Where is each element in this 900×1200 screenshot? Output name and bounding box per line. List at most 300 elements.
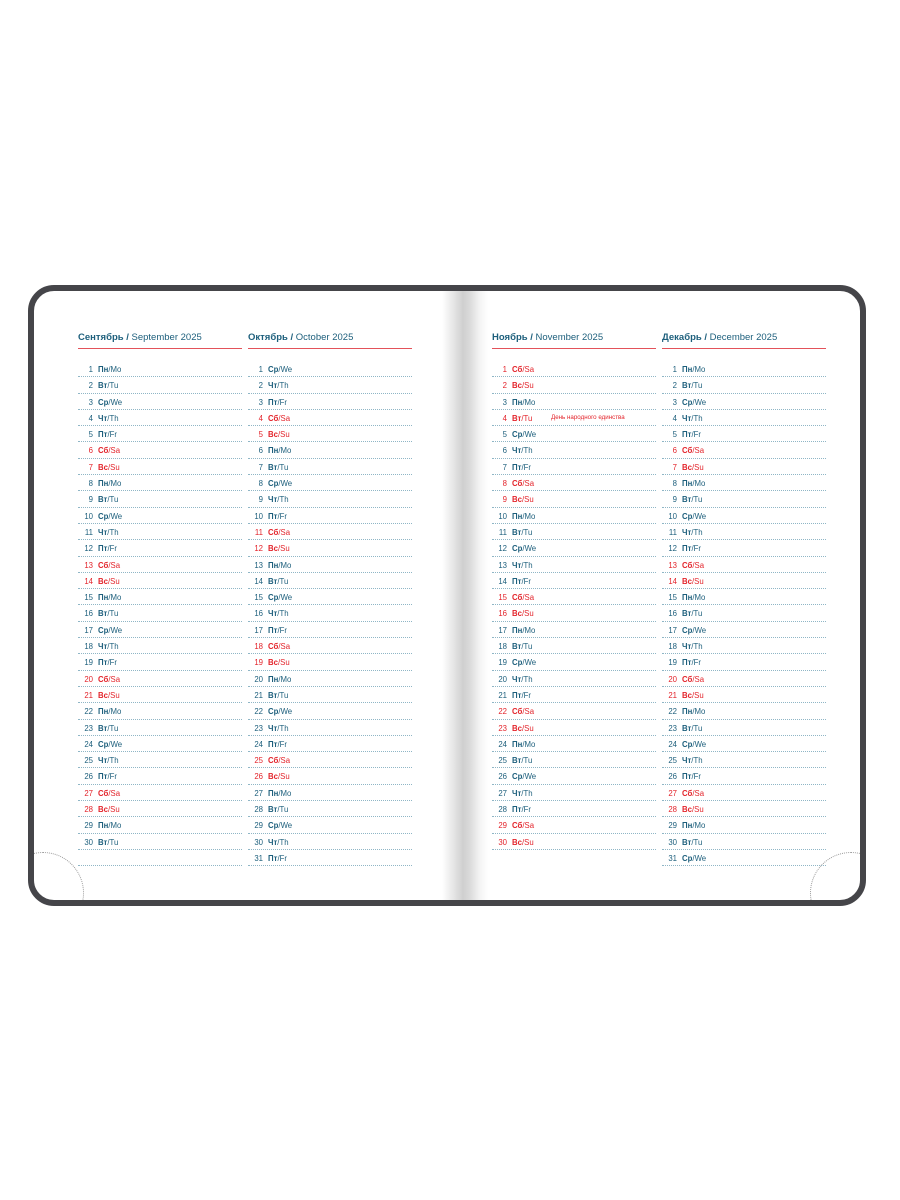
day-row	[248, 768, 412, 784]
day-row	[492, 426, 656, 442]
day-list	[248, 361, 412, 866]
weekday-separator: /	[691, 430, 694, 440]
day-number: 11	[84, 527, 93, 537]
day-row	[78, 654, 242, 670]
day-number: 14	[84, 576, 93, 586]
day-row	[492, 442, 656, 458]
weekday-en: Tu	[693, 495, 703, 505]
weekday-separator: /	[691, 609, 694, 619]
weekday-ru: Пн	[268, 788, 279, 798]
weekday-en: Su	[110, 462, 120, 472]
day-row	[78, 752, 242, 768]
weekday-en: Tu	[109, 609, 119, 619]
weekday-separator: /	[691, 805, 695, 815]
weekday-en: Tu	[109, 837, 119, 847]
weekday	[268, 821, 292, 830]
weekday-ru: Сб	[682, 674, 693, 684]
weekday-ru: Ср	[682, 739, 693, 749]
weekday	[512, 821, 534, 830]
weekday-separator: /	[521, 609, 525, 619]
day-number: 28	[84, 805, 93, 815]
weekday-separator: /	[522, 479, 525, 489]
day-row	[248, 524, 412, 540]
day-row	[492, 801, 656, 817]
weekday-ru: Сб	[98, 560, 109, 570]
weekday-separator: /	[521, 413, 524, 423]
weekday-separator: /	[107, 413, 110, 423]
weekday	[512, 381, 534, 390]
day-number: 2	[672, 381, 677, 391]
day-number: 20	[498, 674, 507, 684]
day-number: 4	[88, 413, 93, 423]
weekday-en: Th	[279, 381, 289, 391]
weekday	[98, 658, 117, 667]
day-row	[248, 785, 412, 801]
day-row	[492, 573, 656, 589]
weekday	[682, 495, 702, 504]
day-row	[78, 834, 242, 850]
day-number: 4	[672, 413, 677, 423]
day-row	[492, 475, 656, 491]
weekday	[268, 446, 291, 455]
weekday-en: Tu	[109, 723, 119, 733]
weekday	[512, 593, 534, 602]
weekday-en: Su	[694, 805, 704, 815]
day-row	[662, 752, 826, 768]
weekday-separator: /	[107, 658, 110, 668]
weekday-en: We	[280, 707, 293, 717]
weekday-en: Tu	[279, 690, 289, 700]
weekday-en: Su	[110, 576, 120, 586]
day-row	[662, 801, 826, 817]
weekday-separator: /	[107, 544, 110, 554]
weekday-ru: Вс	[98, 576, 108, 586]
weekday-en: Tu	[279, 576, 289, 586]
weekday	[268, 838, 289, 847]
day-number: 29	[84, 821, 93, 831]
day-row	[662, 687, 826, 703]
day-row	[248, 540, 412, 556]
day-number: 21	[498, 690, 507, 700]
day-row	[78, 817, 242, 833]
weekday-ru: Пт	[682, 772, 692, 782]
day-number: 28	[254, 805, 263, 815]
weekday	[98, 446, 120, 455]
day-number: 3	[502, 397, 507, 407]
weekday	[268, 577, 288, 586]
day-list	[492, 361, 656, 850]
weekday-ru: Пт	[268, 511, 278, 521]
weekday-separator: /	[692, 397, 695, 407]
weekday-ru: Пн	[268, 560, 279, 570]
weekday-separator: /	[277, 462, 280, 472]
weekday-ru: Вс	[512, 381, 522, 391]
weekday-separator: /	[692, 593, 695, 603]
day-row	[492, 834, 656, 850]
weekday	[682, 561, 704, 570]
weekday	[268, 626, 287, 635]
day-number: 25	[84, 756, 93, 766]
weekday	[682, 789, 704, 798]
weekday-separator: /	[522, 658, 525, 668]
day-number: 9	[502, 495, 507, 505]
weekday-ru: Чт	[98, 756, 108, 766]
weekday-separator: /	[692, 821, 695, 831]
weekday-en: We	[524, 544, 537, 554]
weekday-ru: Пт	[682, 544, 692, 554]
day-number: 6	[258, 446, 263, 456]
weekday	[268, 561, 291, 570]
weekday	[268, 789, 291, 798]
weekday-ru: Пн	[682, 821, 693, 831]
weekday-en: Th	[279, 837, 289, 847]
day-row	[492, 752, 656, 768]
weekday	[512, 463, 531, 472]
weekday	[98, 724, 118, 733]
weekday-en: Su	[110, 690, 120, 700]
weekday-ru: Чт	[682, 642, 692, 652]
weekday-en: Th	[693, 756, 703, 766]
weekday-en: Sa	[524, 365, 535, 374]
weekday	[512, 675, 533, 684]
weekday-en: Mo	[694, 365, 706, 374]
weekday-ru: Пн	[512, 397, 523, 407]
weekday-en: Mo	[110, 593, 122, 603]
weekday-en: Sa	[694, 446, 705, 456]
day-number: 8	[672, 479, 677, 489]
weekday-ru: Сб	[268, 756, 279, 766]
day-row	[492, 638, 656, 654]
weekday-separator: /	[521, 381, 525, 391]
weekday-ru: Пт	[682, 430, 692, 440]
weekday-separator: /	[521, 446, 524, 456]
weekday-ru: Пт	[268, 625, 278, 635]
month-title-ru: Ноябрь	[492, 332, 528, 343]
weekday	[682, 626, 706, 635]
weekday	[512, 642, 532, 651]
day-row	[248, 426, 412, 442]
weekday-en: Sa	[524, 821, 535, 831]
weekday-ru: Сб	[98, 788, 109, 798]
weekday-separator: /	[521, 462, 524, 472]
weekday-en: Th	[109, 756, 119, 766]
weekday-ru: Пн	[98, 821, 109, 831]
weekday-en: We	[524, 430, 537, 440]
weekday-ru: Сб	[268, 642, 279, 652]
weekday-separator: /	[278, 446, 281, 456]
weekday-en: We	[694, 739, 707, 749]
weekday	[98, 789, 120, 798]
weekday	[682, 821, 705, 830]
weekday	[268, 642, 290, 651]
weekday-ru: Чт	[268, 609, 278, 619]
month-title-en: September 2025	[131, 332, 202, 343]
weekday	[512, 756, 532, 765]
weekday-en: Tu	[109, 381, 119, 391]
day-row	[662, 654, 826, 670]
weekday	[682, 381, 702, 390]
day-row	[662, 540, 826, 556]
day-row	[248, 622, 412, 638]
day-number: 15	[498, 593, 507, 603]
weekday-en: Th	[693, 527, 703, 537]
day-number: 9	[88, 495, 93, 505]
weekday-en: Mo	[524, 625, 536, 635]
weekday-ru: Чт	[98, 527, 108, 537]
weekday-separator: /	[107, 430, 110, 440]
day-row	[492, 361, 656, 377]
weekday-en: Mo	[110, 365, 122, 374]
day-row	[662, 491, 826, 507]
weekday-ru: Вт	[512, 756, 522, 766]
weekday-en: Sa	[110, 788, 121, 798]
weekday-en: Th	[693, 413, 703, 423]
weekday	[98, 675, 120, 684]
day-row	[492, 703, 656, 719]
day-row	[662, 459, 826, 475]
weekday-en: Th	[523, 560, 533, 570]
weekday-en: Tu	[523, 413, 533, 423]
weekday-en: Sa	[110, 446, 121, 456]
day-row	[248, 394, 412, 410]
weekday-separator: /	[108, 511, 111, 521]
weekday-separator: /	[691, 772, 694, 782]
weekday	[512, 414, 532, 423]
weekday-ru: Чт	[682, 413, 692, 423]
weekday	[682, 756, 703, 765]
weekday	[98, 756, 119, 765]
weekday-en: Th	[693, 642, 703, 652]
month-title: Ноябрь / November 2025	[492, 332, 656, 349]
weekday-en: Su	[280, 430, 290, 440]
weekday-en: Mo	[524, 511, 536, 521]
weekday-ru: Ср	[512, 772, 523, 782]
day-number: 10	[668, 511, 677, 521]
day-row	[662, 475, 826, 491]
weekday-ru: Вс	[98, 805, 108, 815]
weekday-ru: Ср	[268, 707, 279, 717]
weekday	[512, 577, 531, 586]
weekday-en: We	[280, 593, 293, 603]
day-number: 21	[254, 690, 263, 700]
weekday-separator: /	[277, 805, 280, 815]
day-row	[78, 426, 242, 442]
weekday-en: Fr	[279, 511, 287, 521]
day-row	[492, 654, 656, 670]
weekday	[682, 414, 703, 423]
day-row	[78, 785, 242, 801]
weekday	[268, 805, 288, 814]
day-row	[248, 491, 412, 507]
weekday	[682, 544, 701, 553]
weekday-ru: Ср	[512, 658, 523, 668]
weekday-separator: /	[521, 788, 524, 798]
weekday-en: Mo	[280, 788, 292, 798]
weekday-en: Fr	[523, 576, 531, 586]
weekday-separator: /	[691, 462, 695, 472]
day-number: 1	[258, 365, 263, 374]
weekday-en: Tu	[693, 723, 703, 733]
day-number: 22	[254, 707, 263, 717]
weekday-en: Th	[523, 674, 533, 684]
weekday-separator: /	[521, 723, 525, 733]
weekday-ru: Чт	[268, 381, 278, 391]
day-row	[78, 573, 242, 589]
weekday-ru: Ср	[682, 397, 693, 407]
weekday-separator: /	[691, 544, 694, 554]
day-number: 25	[254, 756, 263, 766]
day-row	[662, 736, 826, 752]
weekday-ru: Сб	[98, 446, 109, 456]
weekday-en: Tu	[109, 495, 119, 505]
weekday-separator: /	[522, 397, 525, 407]
day-row	[248, 752, 412, 768]
weekday	[512, 740, 535, 749]
day-number: 12	[498, 544, 507, 554]
day-row	[492, 394, 656, 410]
day-row	[78, 442, 242, 458]
weekday-en: Sa	[280, 756, 291, 766]
weekday	[682, 740, 706, 749]
day-number: 17	[498, 625, 507, 635]
day-row	[248, 589, 412, 605]
day-number: 28	[668, 805, 677, 815]
weekday-separator: /	[278, 821, 281, 831]
day-number: 26	[254, 772, 263, 782]
weekday	[512, 838, 534, 847]
day-row	[662, 768, 826, 784]
day-row	[662, 410, 826, 426]
weekday	[268, 381, 289, 390]
weekday-ru: Ср	[512, 544, 523, 554]
weekday-en: Sa	[694, 560, 705, 570]
weekday-separator: /	[277, 690, 280, 700]
weekday-ru: Вт	[98, 495, 108, 505]
weekday-ru: Вс	[268, 772, 278, 782]
day-row	[78, 540, 242, 556]
weekday-en: Su	[280, 772, 290, 782]
day-row	[248, 557, 412, 573]
weekday-en: We	[110, 739, 123, 749]
day-row	[492, 622, 656, 638]
day-row	[662, 589, 826, 605]
day-number: 13	[254, 560, 263, 570]
weekday-separator: /	[691, 495, 694, 505]
day-row	[662, 703, 826, 719]
weekday	[268, 528, 290, 537]
weekday-separator: /	[521, 642, 524, 652]
weekday-ru: Вс	[512, 837, 522, 847]
weekday-en: Th	[109, 527, 119, 537]
month-title: Декабрь / December 2025	[662, 332, 826, 349]
weekday-ru: Чт	[268, 495, 278, 505]
weekday-ru: Вс	[682, 805, 692, 815]
weekday-en: Su	[694, 462, 704, 472]
day-number: 6	[502, 446, 507, 456]
weekday-ru: Пн	[682, 479, 693, 489]
weekday-separator: /	[107, 609, 110, 619]
weekday-en: We	[110, 511, 123, 521]
weekday-ru: Вс	[268, 544, 278, 554]
weekday-ru: Ср	[98, 397, 109, 407]
weekday	[512, 528, 532, 537]
day-number: 18	[84, 642, 93, 652]
weekday	[682, 772, 701, 781]
weekday-ru: Пн	[512, 625, 523, 635]
day-row	[78, 850, 242, 866]
weekday-en: Tu	[279, 805, 289, 815]
weekday-en: Mo	[280, 446, 292, 456]
day-row	[78, 605, 242, 621]
weekday-ru: Вт	[682, 837, 692, 847]
weekday-ru: Пт	[98, 544, 108, 554]
weekday-en: Su	[280, 544, 290, 554]
day-number: 26	[84, 772, 93, 782]
day-row	[492, 524, 656, 540]
weekday-ru: Сб	[268, 527, 279, 537]
day-number: 16	[84, 609, 93, 619]
day-number: 17	[668, 625, 677, 635]
day-number: 26	[668, 772, 677, 782]
weekday	[682, 854, 706, 863]
weekday-ru: Ср	[98, 625, 109, 635]
day-list	[78, 361, 242, 866]
day-row	[78, 459, 242, 475]
weekday	[512, 691, 531, 700]
day-number: 19	[498, 658, 507, 668]
weekday	[98, 365, 121, 374]
weekday-en: Sa	[524, 479, 535, 489]
weekday-ru: Вт	[682, 609, 692, 619]
day-row	[248, 703, 412, 719]
weekday-separator: /	[522, 511, 525, 521]
day-row	[492, 557, 656, 573]
day-row	[78, 736, 242, 752]
weekday-separator: /	[107, 756, 110, 766]
day-number: 3	[672, 397, 677, 407]
right-page	[450, 291, 860, 900]
day-number: 31	[254, 853, 263, 863]
weekday-separator: /	[107, 576, 111, 586]
day-row	[78, 687, 242, 703]
weekday-en: Fr	[109, 772, 117, 782]
weekday-ru: Вс	[682, 690, 692, 700]
weekday-en: Fr	[693, 658, 701, 668]
day-number: 29	[668, 821, 677, 831]
weekday-separator: /	[691, 642, 694, 652]
weekday-separator: /	[691, 381, 694, 391]
day-number: 1	[502, 365, 507, 374]
weekday-en: Sa	[110, 560, 121, 570]
weekday-ru: Пт	[512, 576, 522, 586]
weekday-separator: /	[277, 381, 280, 391]
weekday-en: Tu	[523, 642, 533, 652]
weekday-separator: /	[108, 707, 111, 717]
weekday-ru: Вс	[682, 462, 692, 472]
day-row	[78, 410, 242, 426]
weekday-ru: Ср	[268, 479, 279, 489]
day-number: 8	[88, 479, 93, 489]
month-title: Сентябрь / September 2025	[78, 332, 242, 349]
weekday-separator: /	[277, 495, 280, 505]
weekday-ru: Сб	[512, 821, 523, 831]
weekday-separator: /	[522, 772, 525, 782]
weekday	[682, 512, 706, 521]
weekday	[512, 365, 534, 374]
weekday-ru: Чт	[512, 446, 522, 456]
weekday-ru: Чт	[682, 756, 692, 766]
day-row	[248, 834, 412, 850]
